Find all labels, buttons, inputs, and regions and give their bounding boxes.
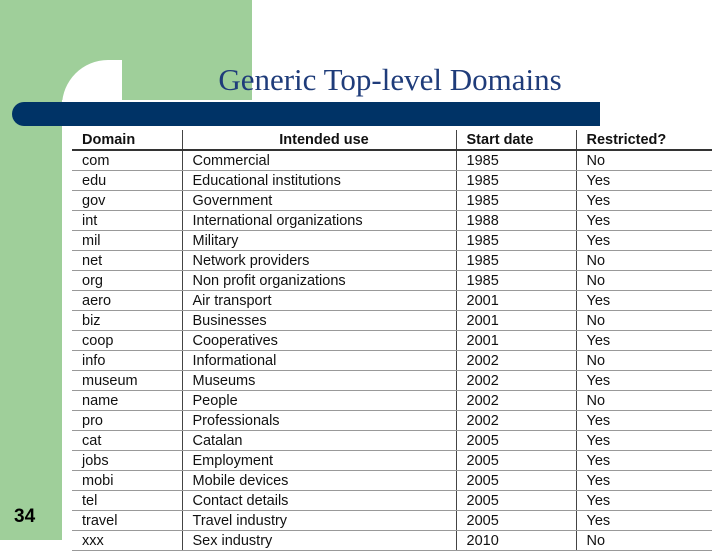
cell-domain: jobs xyxy=(72,451,182,471)
cell-restricted: No xyxy=(576,271,712,291)
cell-intended-use: Cooperatives xyxy=(182,331,456,351)
cell-intended-use: Military xyxy=(182,231,456,251)
cell-start-date: 2002 xyxy=(456,371,576,391)
cell-intended-use: Commercial xyxy=(182,150,456,171)
table-row xyxy=(72,271,712,291)
table-row xyxy=(72,171,712,191)
cell-restricted: No xyxy=(576,311,712,331)
table-row xyxy=(72,150,712,171)
cell-start-date: 2005 xyxy=(456,491,576,511)
cell-intended-use: Catalan xyxy=(182,431,456,451)
cell-intended-use: Air transport xyxy=(182,291,456,311)
cell-restricted: Yes xyxy=(576,331,712,351)
cell-intended-use: Mobile devices xyxy=(182,471,456,491)
cell-domain: int xyxy=(72,211,182,231)
table-row xyxy=(72,391,712,411)
cell-restricted: Yes xyxy=(576,231,712,251)
page-number: 34 xyxy=(14,506,36,527)
cell-restricted: Yes xyxy=(576,451,712,471)
cell-intended-use: Travel industry xyxy=(182,511,456,531)
cell-domain: travel xyxy=(72,511,182,531)
cell-restricted: No xyxy=(576,531,712,551)
cell-restricted: Yes xyxy=(576,471,712,491)
table-row xyxy=(72,191,712,211)
cell-intended-use: International organizations xyxy=(182,211,456,231)
cell-intended-use: Contact details xyxy=(182,491,456,511)
cell-start-date: 2005 xyxy=(456,511,576,531)
cell-restricted: Yes xyxy=(576,171,712,191)
cell-intended-use: Employment xyxy=(182,451,456,471)
cell-domain: com xyxy=(72,150,182,171)
table-row xyxy=(72,331,712,351)
cell-start-date: 2005 xyxy=(456,451,576,471)
cell-domain: cat xyxy=(72,431,182,451)
cell-start-date: 2002 xyxy=(456,391,576,411)
table-row xyxy=(72,491,712,511)
table-body xyxy=(72,150,712,551)
cell-start-date: 1985 xyxy=(456,271,576,291)
cell-domain: gov xyxy=(72,191,182,211)
column-header-intended-use: Intended use xyxy=(182,130,456,150)
cell-intended-use: Informational xyxy=(182,351,456,371)
cell-start-date: 2005 xyxy=(456,471,576,491)
cell-intended-use: People xyxy=(182,391,456,411)
cell-domain: museum xyxy=(72,371,182,391)
cell-start-date: 1985 xyxy=(456,251,576,271)
cell-restricted: Yes xyxy=(576,411,712,431)
table-row xyxy=(72,251,712,271)
table-row xyxy=(72,511,712,531)
cell-restricted: Yes xyxy=(576,371,712,391)
cell-intended-use: Non profit organizations xyxy=(182,271,456,291)
cell-domain: mobi xyxy=(72,471,182,491)
column-header-restricted: Restricted? xyxy=(576,130,712,150)
column-header-domain: Domain xyxy=(72,130,182,150)
cell-start-date: 2002 xyxy=(456,411,576,431)
cell-intended-use: Professionals xyxy=(182,411,456,431)
table-row xyxy=(72,471,712,491)
cell-start-date: 2005 xyxy=(456,431,576,451)
cell-domain: coop xyxy=(72,331,182,351)
cell-restricted: Yes xyxy=(576,211,712,231)
cell-restricted: No xyxy=(576,391,712,411)
decorative-green-strip xyxy=(0,100,62,540)
table-row xyxy=(72,371,712,391)
cell-domain: net xyxy=(72,251,182,271)
cell-start-date: 2010 xyxy=(456,531,576,551)
column-header-start-date: Start date xyxy=(456,130,576,150)
table-row xyxy=(72,431,712,451)
cell-start-date: 2002 xyxy=(456,351,576,371)
cell-intended-use: Network providers xyxy=(182,251,456,271)
cell-domain: name xyxy=(72,391,182,411)
cell-domain: org xyxy=(72,271,182,291)
table-row xyxy=(72,451,712,471)
cell-start-date: 1988 xyxy=(456,211,576,231)
cell-start-date: 1985 xyxy=(456,150,576,171)
table-row xyxy=(72,291,712,311)
cell-restricted: Yes xyxy=(576,191,712,211)
cell-start-date: 2001 xyxy=(456,311,576,331)
slide-title: Generic Top-level Domains xyxy=(218,62,562,97)
domains-table-container xyxy=(72,130,712,549)
cell-restricted: No xyxy=(576,251,712,271)
table-row xyxy=(72,311,712,331)
table-row xyxy=(72,211,712,231)
cell-restricted: Yes xyxy=(576,511,712,531)
table-row xyxy=(72,351,712,371)
cell-intended-use: Sex industry xyxy=(182,531,456,551)
cell-intended-use: Educational institutions xyxy=(182,171,456,191)
cell-domain: biz xyxy=(72,311,182,331)
title-underline-bar xyxy=(12,102,600,126)
cell-restricted: No xyxy=(576,351,712,371)
cell-domain: edu xyxy=(72,171,182,191)
cell-domain: info xyxy=(72,351,182,371)
cell-start-date: 1985 xyxy=(456,191,576,211)
cell-domain: pro xyxy=(72,411,182,431)
table-row xyxy=(72,231,712,251)
table-row xyxy=(72,411,712,431)
cell-start-date: 2001 xyxy=(456,331,576,351)
cell-domain: xxx xyxy=(72,531,182,551)
cell-start-date: 2001 xyxy=(456,291,576,311)
cell-domain: aero xyxy=(72,291,182,311)
cell-restricted: Yes xyxy=(576,291,712,311)
table-header-row xyxy=(72,130,712,150)
cell-start-date: 1985 xyxy=(456,231,576,251)
cell-domain: mil xyxy=(72,231,182,251)
cell-start-date: 1985 xyxy=(456,171,576,191)
cell-restricted: Yes xyxy=(576,491,712,511)
cell-intended-use: Museums xyxy=(182,371,456,391)
cell-intended-use: Businesses xyxy=(182,311,456,331)
table-row xyxy=(72,531,712,551)
cell-restricted: Yes xyxy=(576,431,712,451)
cell-domain: tel xyxy=(72,491,182,511)
cell-intended-use: Government xyxy=(182,191,456,211)
domains-table xyxy=(72,130,712,551)
cell-restricted: No xyxy=(576,150,712,171)
